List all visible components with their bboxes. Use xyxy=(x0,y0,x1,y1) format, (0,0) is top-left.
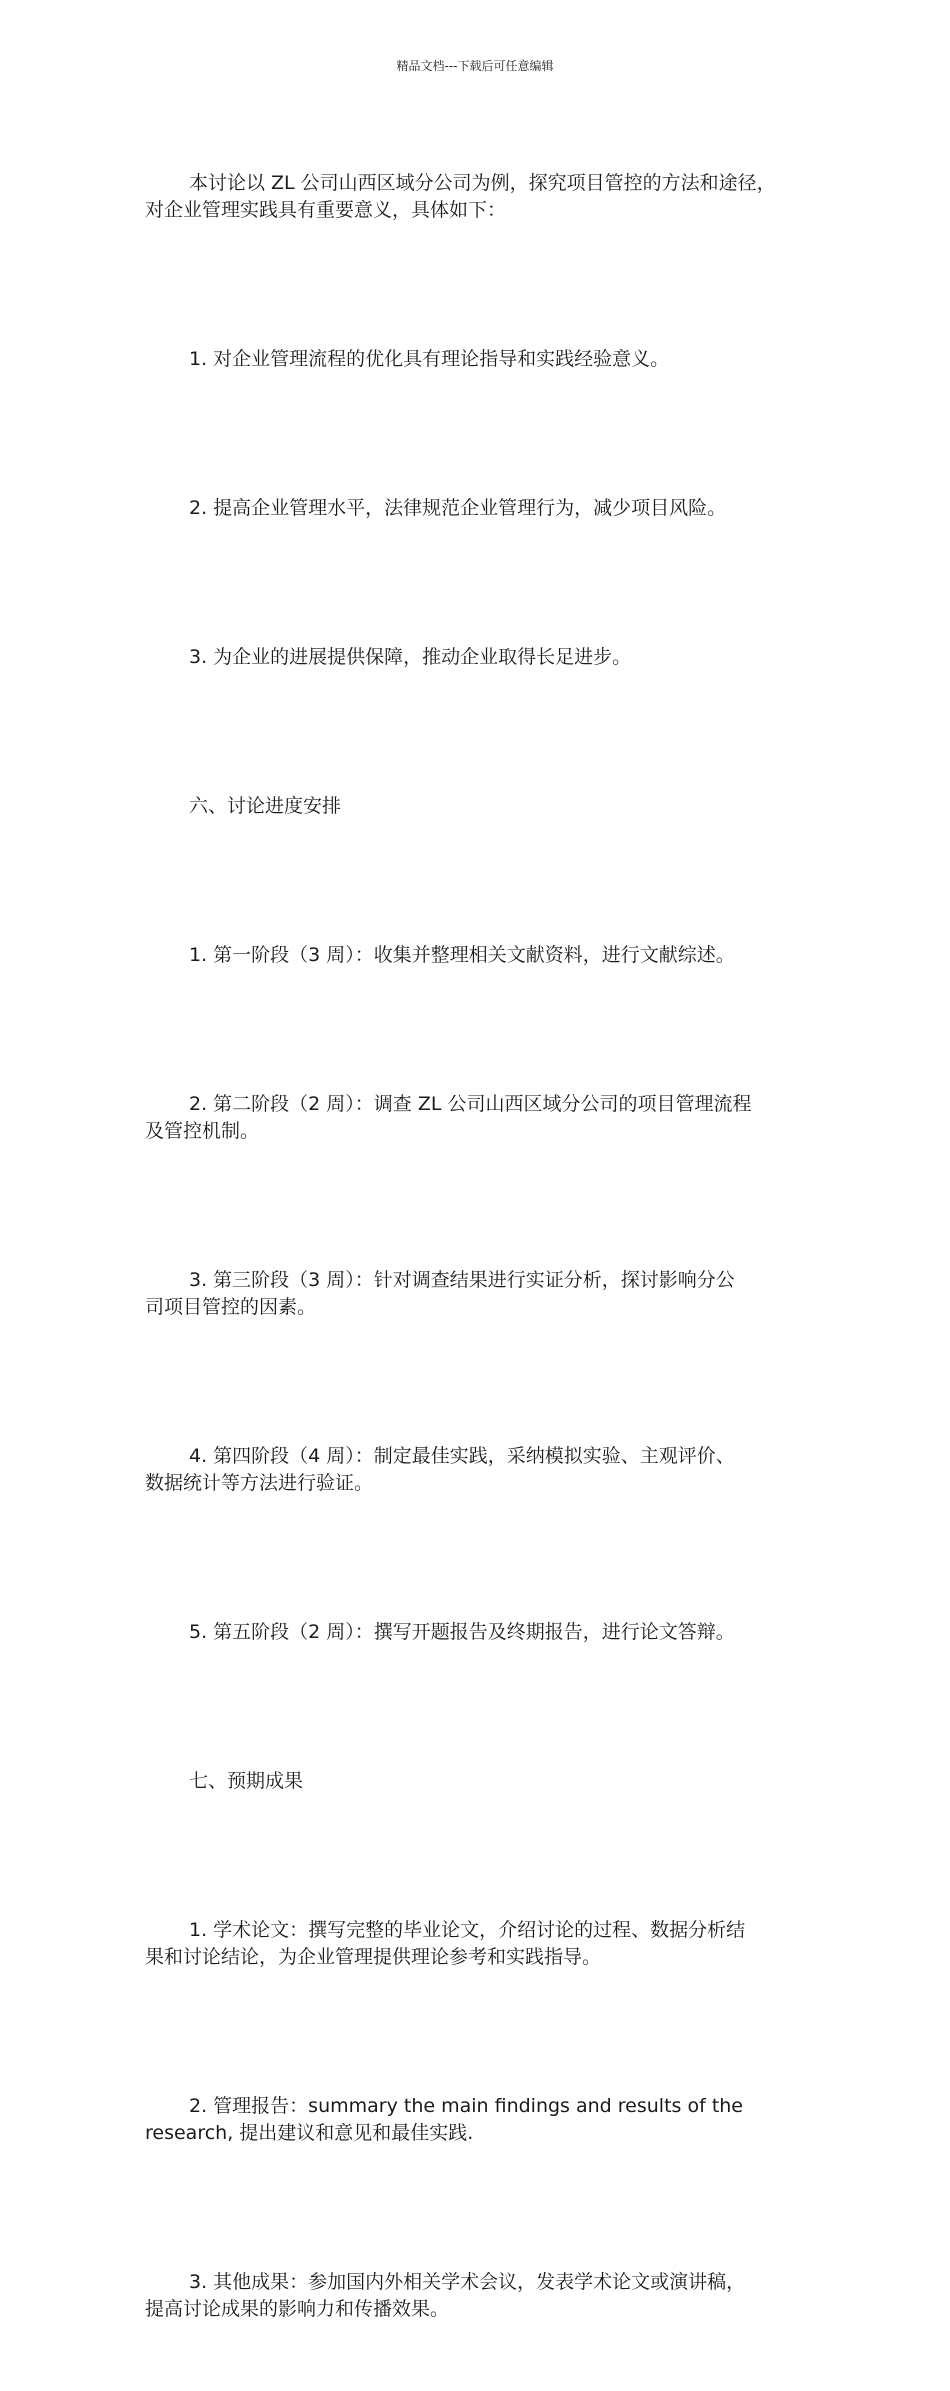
paragraph-line: 2. 提高企业管理水平，法律规范企业管理行为，减少项目风险。 xyxy=(189,497,727,519)
list-item xyxy=(145,1863,817,2025)
section-heading-text: 六、讨论进度安排 xyxy=(189,795,342,817)
paragraph-line: 对企业管理实践具有重要意义，具体如下： xyxy=(145,199,507,221)
paragraph-line: 3. 为企业的进展提供保障，推动企业取得长足进步。 xyxy=(189,646,632,668)
list-item xyxy=(145,590,817,725)
list-item xyxy=(145,2215,817,2377)
paragraph-line: 1. 第一阶段（3 周）：收集并整理相关文献资料，进行文献综述。 xyxy=(189,944,735,966)
list-item xyxy=(145,1213,817,1375)
paragraph-line: 2. 管理报告：summary the main findings and results of the xyxy=(189,2095,743,2117)
paragraph-line: 司项目管控的因素。 xyxy=(145,1296,317,1318)
paragraph-line: 提高讨论成果的影响力和传播效果。 xyxy=(145,2298,450,2320)
paragraph-line: 1. 学术论文：撰写完整的毕业论文，介绍讨论的过程、数据分析结 xyxy=(189,1919,746,1941)
paragraph-line: 数据统计等方法进行验证。 xyxy=(145,1472,374,1494)
section-heading xyxy=(145,1714,817,1849)
list-item xyxy=(145,1565,817,1700)
paragraph-line: 果和讨论结论，为企业管理提供理论参考和实践指导。 xyxy=(145,1946,602,1968)
list-item xyxy=(145,292,817,427)
list-item xyxy=(145,888,817,1023)
paragraph-line: 3. 第三阶段（3 周）：针对调查结果进行实证分析，探讨影响分公 xyxy=(189,1269,735,1291)
paragraph-line: 及管控机制。 xyxy=(145,1120,260,1142)
paragraph-line: 5. 第五阶段（2 周）：撰写开题报告及终期报告，进行论文答辩。 xyxy=(189,1621,735,1643)
section-heading-text: 七、预期成果 xyxy=(189,1770,304,1792)
paragraph-line: 4. 第四阶段（4 周）：制定最佳实践，采纳模拟实验、主观评价、 xyxy=(189,1445,735,1467)
paragraph-line: 3. 其他成果：参加国内外相关学术会议，发表学术论文或演讲稿， xyxy=(189,2271,746,2293)
paragraph-intro xyxy=(145,116,817,278)
list-item xyxy=(145,1389,817,1551)
list-item xyxy=(145,1037,817,1199)
page-header: 精品文档---下载后可任意编辑 xyxy=(396,59,554,73)
paragraph-line: 本讨论以 ZL 公司山西区域分公司为例，探究项目管控的方法和途径， xyxy=(189,172,776,194)
paragraph-line: 2. 第二阶段（2 周）：调查 ZL 公司山西区域分公司的项目管理流程 xyxy=(189,1093,752,1115)
section-heading xyxy=(145,739,817,874)
paragraph-line: research, 提出建议和意见和最佳实践. xyxy=(145,2122,474,2144)
list-item xyxy=(145,2039,817,2201)
document-body xyxy=(145,116,817,2391)
list-item xyxy=(145,441,817,576)
paragraph-line: 1. 对企业管理流程的优化具有理论指导和实践经验意义。 xyxy=(189,348,670,370)
